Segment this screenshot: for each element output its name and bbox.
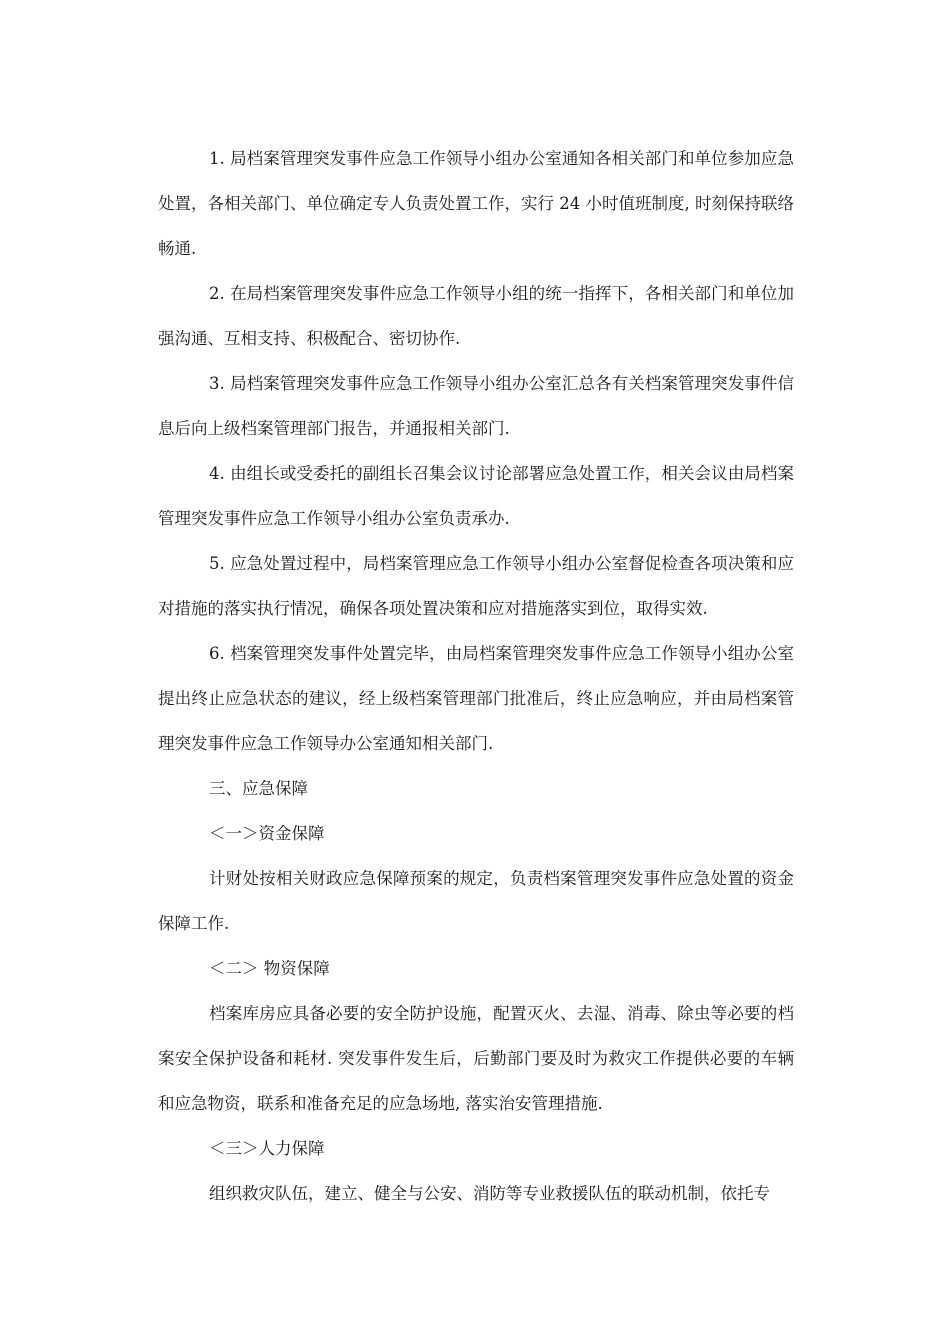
paragraph-1: 1. 局档案管理突发事件应急工作领导小组办公室通知各相关部门和单位参加应急处置，各相关部门、单位确定专人负责处置工作，实行 24 小时值班制度, 时刻保持联络畅通. — [158, 149, 794, 258]
section-heading-emergency-support: 三、应急保障 — [209, 779, 308, 798]
paragraph-2: 2. 在局档案管理突发事件应急工作领导小组的统一指挥下，各相关部门和单位加强沟通、互相支持、积极配合、密切协作. — [158, 284, 794, 348]
paragraph-5: 5. 应急处置过程中，局档案管理应急工作领导小组办公室督促检查各项决策和应对措施的落实执行情况，确保各项处置决策和应对措施落实到位，取得实效. — [158, 554, 794, 618]
paragraph-materials: 档案库房应具备必要的安全防护设施，配置灭火、去湿、消毒、除虫等必要的档案安全保护设备和耗材. 突发事件发生后，后勤部门要及时为救灾工作提供必要的车辆和应急物资，联系和准备充足的应急场地, 落实治安管理措施. — [158, 1004, 794, 1113]
subheading-manpower: ＜三＞人力保障 — [209, 1139, 325, 1158]
paragraph-6: 6. 档案管理突发事件处置完毕，由局档案管理突发事件应急工作领导小组办公室提出终止应急状态的建议，经上级档案管理部门批准后，终止应急响应，并由局档案管理突发事件应急工作领导办公室通知相关部门. — [158, 644, 794, 753]
paragraph-manpower: 组织救灾队伍，建立、健全与公安、消防等专业救援队伍的联动机制，依托专 — [209, 1184, 770, 1203]
subheading-funding: ＜一＞资金保障 — [209, 824, 325, 843]
paragraph-funding: 计财处按相关财政应急保障预案的规定，负责档案管理突发事件应急处置的资金保障工作. — [158, 869, 794, 933]
document-body — [158, 136, 794, 1216]
paragraph-4: 4. 由组长或受委托的副组长召集会议讨论部署应急处置工作，相关会议由局档案管理突发事件应急工作领导小组办公室负责承办. — [158, 464, 794, 528]
paragraph-3: 3. 局档案管理突发事件应急工作领导小组办公室汇总各有关档案管理突发事件信息后向上级档案管理部门报告，并通报相关部门. — [158, 374, 794, 438]
subheading-materials: ＜二＞ 物资保障 — [209, 959, 330, 978]
